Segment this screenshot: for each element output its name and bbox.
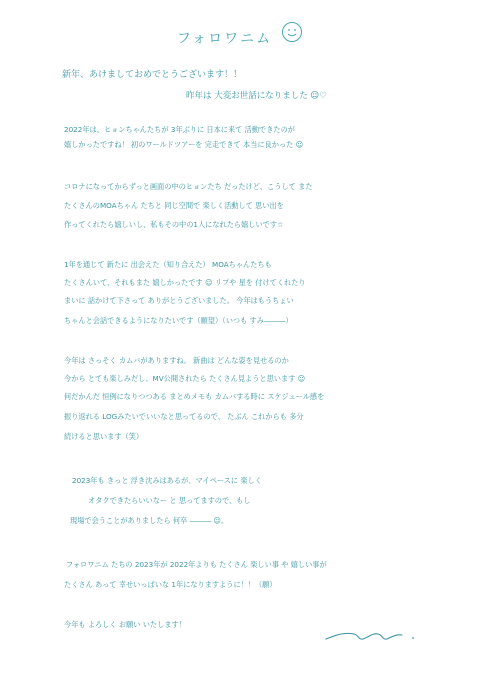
paragraph-4-line: 今から とても楽しみだし、MV公開されたら たくさん見ようと思います ☺ — [64, 374, 306, 383]
paragraph-6-line: たくさん あって 幸せいっぱいな 1年になりますように！！（願） — [64, 580, 277, 589]
title-row — [0, 18, 481, 58]
greeting-line-2: 昨年は 大変お世話になりました ☺♡ — [186, 91, 327, 101]
paragraph-5-line: 2023年も きっと 浮き沈みはあるが、マイペースに 楽しく — [72, 476, 262, 485]
paragraph-4-line: 続けると思います（笑） — [64, 432, 144, 441]
paragraph-3-line: まいに 話かけて下さって ありがとうございました。 今年はもうちょい — [64, 296, 294, 305]
closing-line: 今年も よろしく お願い いたします！ — [64, 620, 186, 629]
paragraph-1-line: 嬉しかったですね！ 初のワールドツアーを 完走できて 本当に良かった ☺ — [64, 140, 304, 149]
paragraph-4-line: 振り返れる LOGみたいでいいなと思ってるので、 たぶん これからも 多分 — [64, 412, 304, 421]
paragraph-2-line: 作ってくれたら嬉しいし、私もその中の1人になれたら嬉しいです☆ — [64, 220, 284, 229]
signature-mark — [322, 624, 432, 646]
paragraph-6-line: フォロワニム たちの 2023年が 2022年よりも たくさん 楽しい事 や 嬉しい事が — [66, 560, 327, 569]
paragraph-2-line: コロナになってからずっと画面の中のヒョンたち だったけど、こうして また — [64, 182, 313, 191]
paragraph-3-line: 1年を通じて 新たに 出会えた（知り合えた） MOAちゃんたちも — [64, 260, 272, 269]
letter-title: フォロワニム — [176, 31, 273, 47]
paragraph-5-line: オタクできたらいいなー と 思ってますので、もし — [88, 496, 251, 505]
paragraph-4-line: 何だかんだ 恒例になりつつある まとめメモも カムバする時に スケジュール感を — [64, 392, 325, 401]
greeting-line-1: 新年、あけましておめでとうございます！！ — [62, 70, 243, 80]
paragraph-3-line: ちゃんと会話できるようになりたいです（願望）（いつも すみ―――） — [64, 316, 293, 325]
paragraph-4-line: 今年は さっそく カムバがありますね。 新曲は どんな姿を見せるのか — [64, 356, 289, 365]
paragraph-1-line: 2022年は、ヒョンちゃんたちが 3年ぶりに 日本に来て 活動できたのが — [64, 125, 295, 134]
paragraph-2-line: たくさんのMOAちゃん たちと 同じ空間で 楽しく活動して 思い出を — [64, 201, 284, 210]
smiley-icon — [280, 20, 304, 44]
paragraph-3-line: たくさんいて、それもまた 嬉しかったです ☺ リプや 星を 付けてくれたり — [64, 278, 306, 287]
paragraph-5-line: 現場で会うことがありましたら 何卒 ――― ☺。 — [70, 516, 229, 525]
